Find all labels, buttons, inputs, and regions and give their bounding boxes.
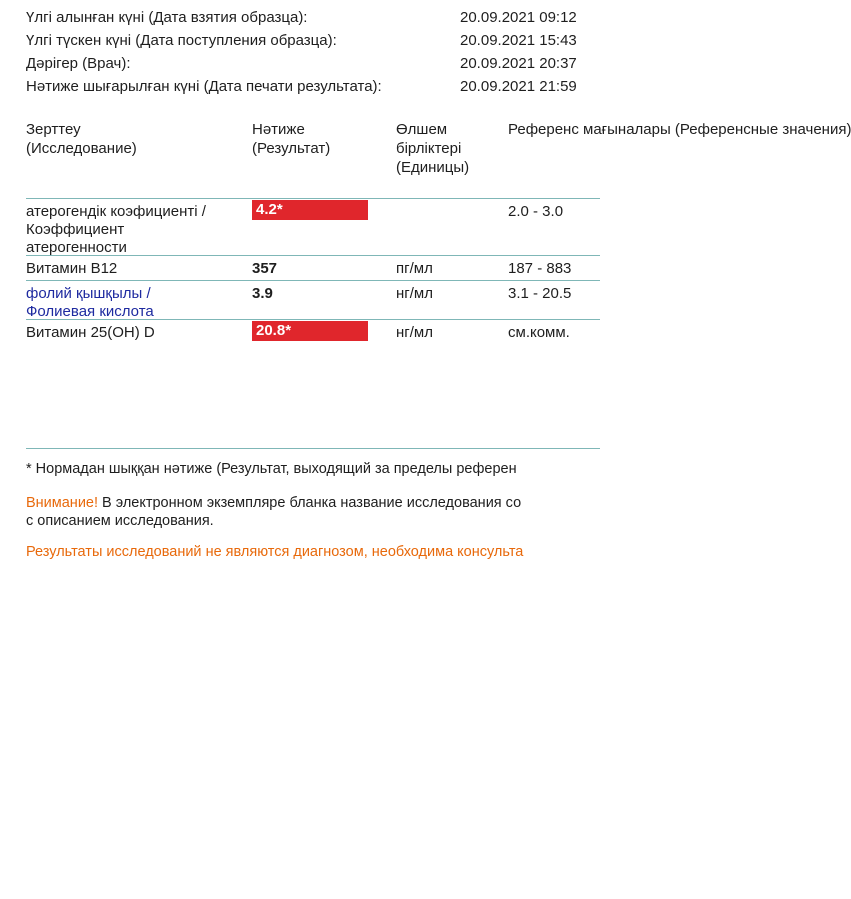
flagged-result: 4.2* xyxy=(252,200,368,220)
table-row xyxy=(26,320,600,344)
units-value: пг/мл xyxy=(396,260,433,277)
sample-received-label: Үлгі түскен күні (Дата поступления образца): xyxy=(26,32,337,49)
study-name: фолий қышқылы / Фолиевая кислота xyxy=(26,285,154,320)
reference-value: см.комм. xyxy=(508,324,570,341)
header-units: Өлшем бірліктері (Единицы) xyxy=(396,121,470,176)
doctor-row xyxy=(26,52,600,75)
results-table xyxy=(26,120,851,344)
attention-notice xyxy=(26,494,600,512)
attention-label: Внимание! xyxy=(26,495,99,511)
table-row xyxy=(26,281,600,320)
attention-notice-line2: с описанием исследования. xyxy=(26,513,214,529)
study-name: атерогендік коэфициенті / Коэффициент атерогенности xyxy=(26,203,206,256)
study-name: Витамин B12 xyxy=(26,260,118,277)
reference-value: 2.0 - 3.0 xyxy=(508,203,564,220)
flagged-result: 20.8* xyxy=(252,321,368,341)
sample-meta xyxy=(26,6,600,98)
sample-received-value: 20.09.2021 15:43 xyxy=(460,32,577,49)
disclaimer: Результаты исследований не являются диагнозом, необходима консульта xyxy=(26,544,524,560)
sample-received-row xyxy=(26,29,600,52)
header-result: Нәтиже (Результат) xyxy=(252,121,331,157)
result-value xyxy=(252,203,392,220)
print-date-label: Нәтиже шығарылған күні (Дата печати результата): xyxy=(26,78,382,95)
doctor-label: Дәрігер (Врач): xyxy=(26,55,131,72)
footer-divider xyxy=(26,448,600,449)
sample-taken-row xyxy=(26,6,600,29)
result-value xyxy=(252,324,392,341)
print-date-row xyxy=(26,75,600,98)
header-study: Зерттеу (Исследование) xyxy=(26,121,137,157)
sample-taken-value: 20.09.2021 09:12 xyxy=(460,9,577,26)
result-value: 357 xyxy=(252,260,278,277)
header-reference: Референс мағыналары (Референсные значения) xyxy=(508,121,851,138)
table-header xyxy=(26,120,851,199)
out-of-range-note: * Нормадан шыққан нәтиже (Результат, выходящий за пределы референ xyxy=(26,461,517,477)
doctor-value: 20.09.2021 20:37 xyxy=(460,55,577,72)
study-name: Витамин 25(OH) D xyxy=(26,324,155,341)
table-row xyxy=(26,256,600,281)
reference-value: 187 - 883 xyxy=(508,260,572,277)
table-row xyxy=(26,199,600,256)
units-value: нг/мл xyxy=(396,324,433,341)
units-value: нг/мл xyxy=(396,285,433,302)
attention-text: В электронном экземпляре бланка название исследования со xyxy=(98,495,522,511)
reference-value: 3.1 - 20.5 xyxy=(508,285,572,302)
sample-taken-label: Үлгі алынған күні (Дата взятия образца): xyxy=(26,9,308,26)
result-value: 3.9 xyxy=(252,285,273,302)
print-date-value: 20.09.2021 21:59 xyxy=(460,78,577,95)
